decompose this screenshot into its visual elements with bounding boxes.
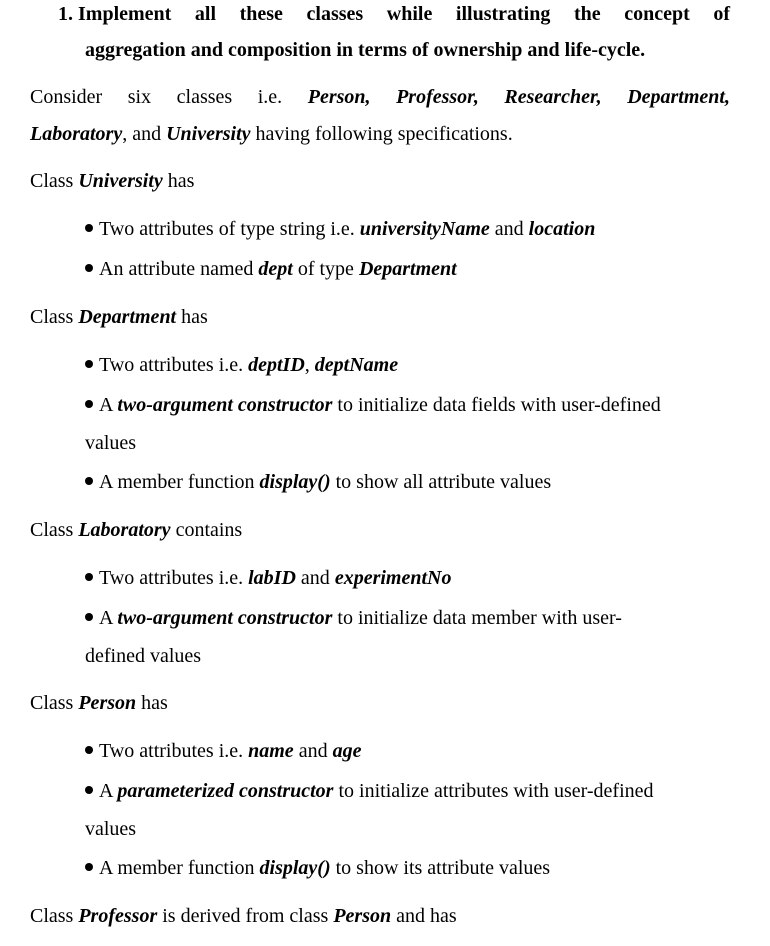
university-bullet-2: An attribute named dept of type Department — [85, 257, 770, 281]
laboratory-bullet-2: A two-argument constructor to initialize data member with user- — [85, 606, 770, 630]
class-university-heading: Class University has — [30, 170, 195, 192]
department-bullet-2: A two-argument constructor to initialize data fields with user-defined — [85, 393, 770, 417]
question-heading-line-2: aggregation and composition in terms of ownership and life-cycle. — [85, 39, 646, 61]
bullet-icon — [85, 573, 93, 581]
class-department-heading: Class Department has — [30, 306, 208, 328]
class-person-heading: Class Person has — [30, 692, 168, 714]
department-bullet-2-continuation: values — [85, 432, 137, 454]
person-bullet-2-continuation: values — [85, 818, 137, 840]
person-bullet-2: A parameterized constructor to initialize attributes with user-defined — [85, 779, 770, 803]
department-bullet-1: Two attributes i.e. deptID, deptName — [85, 353, 770, 377]
bullet-icon — [85, 224, 93, 232]
bullet-icon — [85, 477, 93, 485]
person-bullet-1: Two attributes i.e. name and age — [85, 739, 770, 763]
department-bullet-3: A member function display() to show all attribute values — [85, 470, 770, 494]
bullet-icon — [85, 360, 93, 368]
question-heading-line-1: 1. Implement all these classes while illustrating the concept of — [58, 3, 730, 25]
bullet-icon — [85, 613, 93, 621]
intro-line-2: Laboratory, and University having following specifications. — [30, 123, 513, 145]
person-bullet-3: A member function display() to show its attribute values — [85, 856, 770, 880]
intro-line-1: Consider six classes i.e. Person, Professor, Researcher, Department, — [30, 86, 730, 108]
question-number: 1. — [58, 3, 73, 25]
bullet-icon — [85, 746, 93, 754]
bullet-icon — [85, 786, 93, 794]
class-laboratory-heading: Class Laboratory contains — [30, 519, 243, 541]
bullet-icon — [85, 863, 93, 871]
laboratory-bullet-2-continuation: defined values — [85, 645, 202, 667]
class-professor-heading: Class Professor is derived from class Person and has — [30, 905, 457, 927]
laboratory-bullet-1: Two attributes i.e. labID and experimentNo — [85, 566, 770, 590]
bullet-icon — [85, 264, 93, 272]
university-bullet-1: Two attributes of type string i.e. universityName and location — [85, 217, 770, 241]
bullet-icon — [85, 400, 93, 408]
